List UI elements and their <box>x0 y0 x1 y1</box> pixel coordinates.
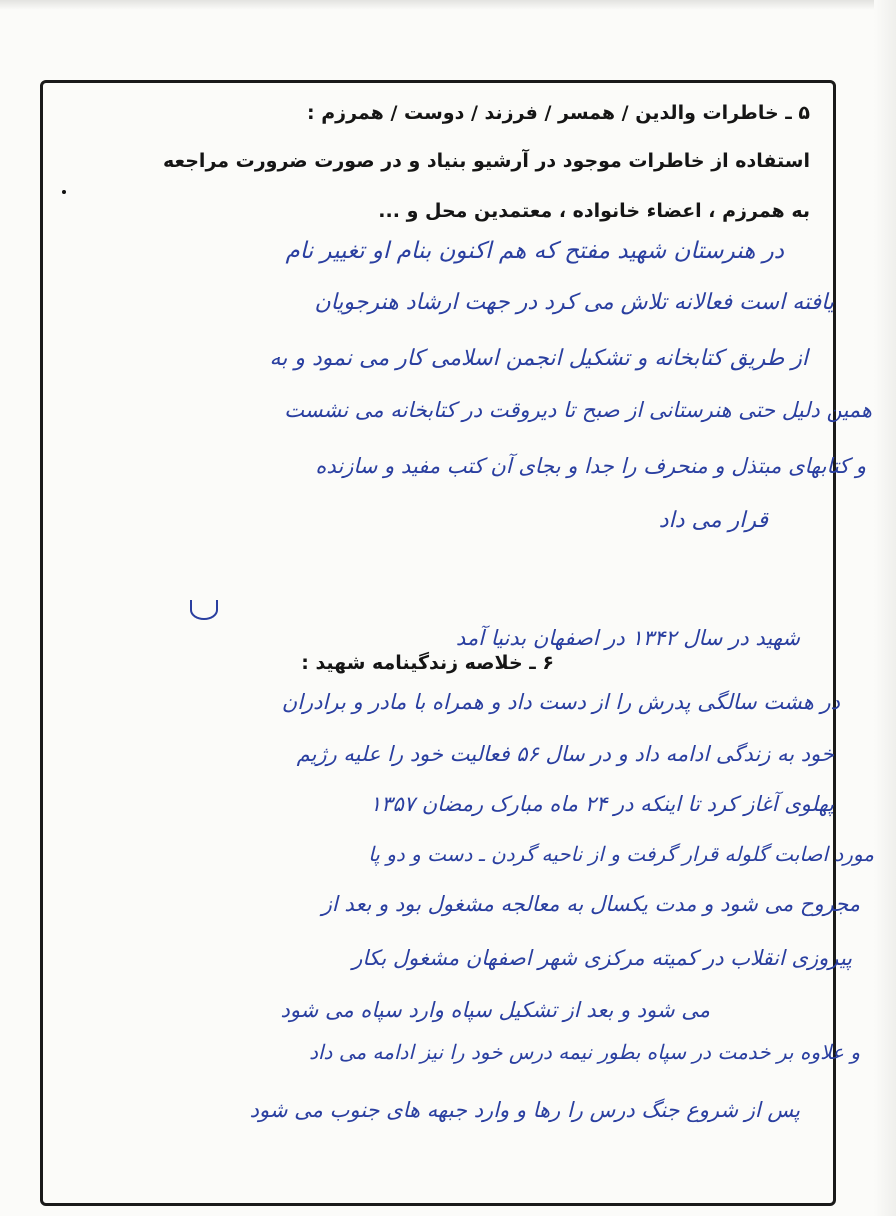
section6-heading: ۶ ـ خلاصه زندگینامه شهید : <box>301 652 554 674</box>
section6-handwriting-line: و علاوه بر خدمت در سپاه بطور نیمه درس خود را نیز ادامه می داد <box>309 1040 860 1064</box>
section5-heading: ۵ ـ خاطرات والدین / همسر / فرزند / دوست / همرزم : <box>307 102 810 124</box>
section6-handwriting-line: در هشت سالگی پدرش را از دست داد و همراه با مادر و برادران <box>281 690 840 714</box>
section5-instructions-line1: استفاده از خاطرات موجود در آرشیو بنیاد و در صورت ضرورت مراجعه <box>162 150 810 172</box>
section6-handwriting-first-line: شهید در سال ۱۳۴۲ در اصفهان بدنیا آمد <box>455 626 800 650</box>
section6-handwriting-line: خود به زندگی ادامه داد و در سال ۵۶ فعالیت خود را علیه رژیم <box>296 742 834 766</box>
ink-dot <box>62 190 66 194</box>
section5-instructions-line2: به همرزم ، اعضاء خانواده ، معتمدین محل و ... <box>378 200 810 222</box>
section5-handwriting-line: و کتابهای مبتذل و منحرف را جدا و بجای آن کتب مفید و سازنده <box>315 454 866 478</box>
section5-handwriting-line: از طریق کتابخانه و تشکیل انجمن اسلامی کار می نمود و به <box>269 346 808 371</box>
section6-handwriting-line: می شود و بعد از تشکیل سپاه وارد سپاه می شود <box>280 998 710 1022</box>
section5-handwriting-line: همین دلیل حتی هنرستانی از صبح تا دیروقت در کتابخانه می نشست <box>284 398 872 422</box>
section5-handwriting-line: در هنرستان شهید مفتح که هم اکنون بنام او تغییر نام <box>285 238 784 264</box>
section5-handwriting-line: یافته است فعالانه تلاش می کرد در جهت ارشاد هنرجویان <box>314 290 834 315</box>
scan-shadow-top <box>0 0 896 10</box>
section6-handwriting-line: پس از شروع جنگ درس را رها و وارد جبهه های جنوب می شود <box>249 1098 800 1122</box>
ink-mark <box>190 600 218 620</box>
section6-handwriting-line: مجروح می شود و مدت یکسال به معالجه مشغول بود و بعد از <box>321 892 860 916</box>
section6-handwriting-line: پیروزی انقلاب در کمیته مرکزی شهر اصفهان مشغول بکار <box>352 946 852 970</box>
section5-handwriting-line: قرار می داد <box>658 508 768 533</box>
section6-handwriting-line: پهلوی آغاز کرد تا اینکه در ۲۴ ماه مبارک رمضان ۱۳۵۷ <box>369 792 834 816</box>
scan-shadow-right <box>874 0 896 1216</box>
section6-handwriting-line: مورد اصابت گلوله قرار گرفت و از ناحیه گردن ـ دست و دو پا <box>368 842 874 866</box>
